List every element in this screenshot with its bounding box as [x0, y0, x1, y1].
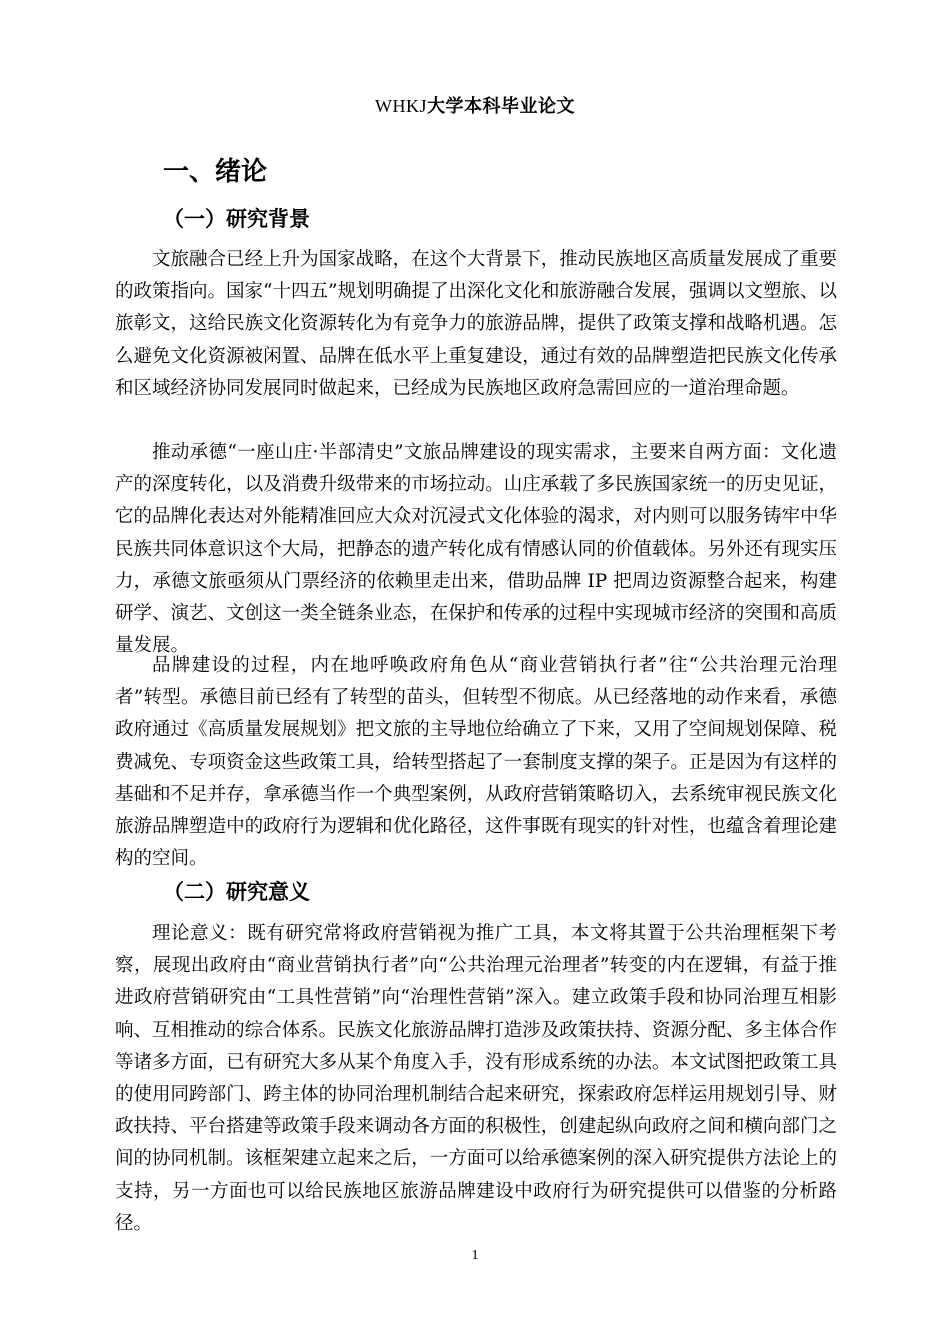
body-paragraph: 推动承德“一座山庄·半部清史”文旅品牌建设的现实需求，主要来自两方面：文化遗产的深度转化，以及消费升级带来的市场拉动。山庄承载了多民族国家统一的历史见证，它的品牌化表达对外能精准回应大众对沉浸式文化体验的渴求，对内则可以服务铸牢中华民族共同体意识这个大局，把静态的遗产转化成有情感认同的价值载体。另外还有现实压力，承德文旅亟须从门票经济的依赖里走出来，借助品牌 IP 把周边资源整合起来，构建研学、演艺、文创这一类全链条业态，在保护和传承的过程中实现城市经济的突围和高质量发展。 [115, 442, 837, 657]
page-number: 1 [471, 1248, 479, 1263]
running-header [0, 94, 950, 119]
header-title: 大学本科毕业论文 [427, 96, 575, 117]
body-paragraph: 文旅融合已经上升为国家战略，在这个大背景下，推动民族地区高质量发展成了重要的政策指向。国家“十四五”规划明确提了出深化文化和旅游融合发展，强调以文塑旅、以旅彰文，这给民族文化资源转化为有竞争力的旅游品牌，提供了政策支撑和战略机遇。怎么避免文化资源被闲置、品牌在低水平上重复建设，通过有效的品牌塑造把民族文化传承和区域经济协同发展同时做起来，已经成为民族地区政府急需回应的一道治理命题。 [115, 249, 837, 399]
body-paragraph: 理论意义：既有研究常将政府营销视为推广工具，本文将其置于公共治理框架下考察，展现出政府由“商业营销执行者”向“公共治理元治理者”转变的内在逻辑，有益于推进政府营销研究由“工具性营销”向“治理性营销”深入。建立政策手段和协同治理互相影响、互相推动的综合体系。民族文化旅游品牌打造涉及政策扶持、资源分配、多主体合作等诸多方面，已有研究大多从某个角度入手，没有形成系统的办法。本文试图把政策工具的使用同跨部门、跨主体的协同治理机制结合起来研究，探索政府怎样运用规划引导、财政扶持、平台搭建等政策手段来调动各方面的积极性，创建起纵向政府之间和横向部门之间的协同机制。该框架建立起来之后，一方面可以给承德案例的深入研究提供方法论上的支持，另一方面也可以给民族地区旅游品牌建设中政府行为研究提供可以借鉴的分析路径。 [115, 923, 837, 1234]
chapter-title: 一、绪论 [163, 157, 268, 187]
header-prefix: WHKJ [375, 96, 427, 116]
section-title-background: （一）研究背景 [163, 207, 310, 231]
body-paragraph: 品牌建设的过程，内在地呼唤政府角色从“商业营销执行者”往“公共治理元治理者”转型。承德目前已经有了转型的苗头，但转型不彻底。从已经落地的动作来看，承德政府通过《高质量发展规划》把文旅的主导地位给确立了下来，又用了空间规划保障、税费减免、专项资金这些政策工具，给转型搭起了一套制度支撑的架子。正是因为有这样的基础和不足并存，拿承德当作一个典型案例，从政府营销策略切入，去系统审视民族文化旅游品牌塑造中的政府行为逻辑和优化路径，这件事既有现实的针对性，也蕴含着理论建构的空间。 [115, 655, 837, 870]
section-title-significance: （二）研究意义 [163, 880, 310, 904]
